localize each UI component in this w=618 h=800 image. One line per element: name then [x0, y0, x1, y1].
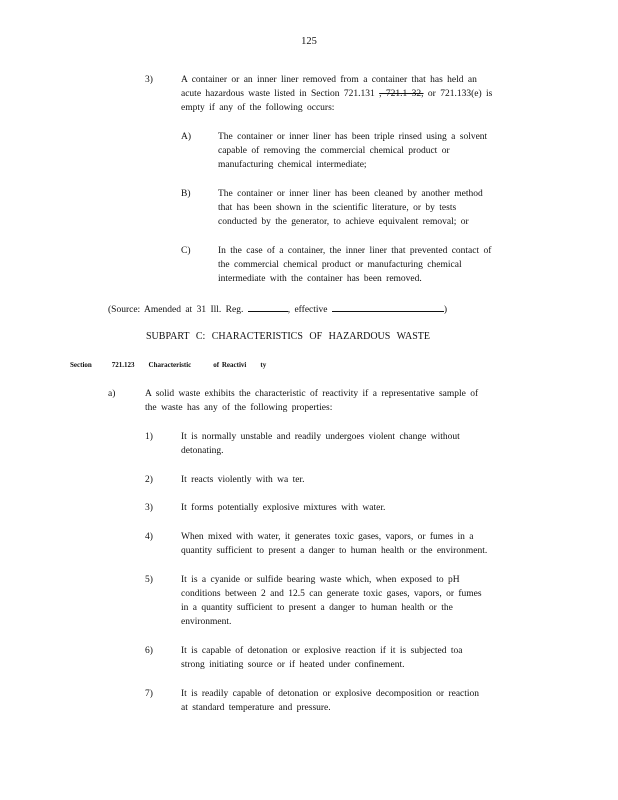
- page-number: 125: [301, 36, 317, 47]
- property-text-line: detonating.: [181, 446, 224, 456]
- property-marker: 6): [145, 646, 153, 656]
- property-text-line: at standard temperature and pressure.: [181, 703, 331, 713]
- section-label: Section: [70, 361, 92, 369]
- struck-text: , 721.1 32,: [379, 89, 424, 99]
- section-number: 721.123: [111, 361, 135, 369]
- property-text-line: conditions between 2 and 12.5 can generate toxic gases, vapors, or fumes: [181, 589, 482, 599]
- section-title-part: ty: [260, 361, 267, 369]
- property-text-line: It reacts violently with wa ter.: [181, 475, 305, 485]
- section-title-part: of Reactivi: [213, 361, 247, 369]
- subitem-text-line: The container or inner liner has been triple rinsed using a solvent: [218, 132, 488, 142]
- property-text-line: It forms potentially explosive mixtures with water.: [181, 503, 386, 513]
- subitem-text-line: In the case of a container, the inner liner that prevented contact of: [218, 246, 492, 256]
- item-marker: 3): [145, 75, 153, 85]
- property-marker: 2): [145, 475, 153, 485]
- subitem-text-line: manufacturing chemical intermediate;: [218, 160, 367, 170]
- item-text-line: A container or an inner liner removed from a container that has held an: [181, 75, 477, 85]
- property-marker: 5): [145, 575, 153, 585]
- item-text-segment: acute hazardous waste listed in Section 721.131: [181, 89, 375, 99]
- property-text-line: It is capable of detonation or explosive reaction if it is subjected toa: [181, 646, 463, 656]
- source-note: (Source: Amended at 31 Ill. Reg. , effective ): [108, 302, 447, 316]
- section-title-part: Characteristic: [148, 361, 192, 369]
- subitem-text-line: the commercial chemical product or manufacturing chemical: [218, 260, 462, 270]
- blank-register-page: [248, 302, 288, 312]
- property-text-line: in a quantity sufficient to present a danger to human health or the: [181, 603, 453, 613]
- source-middle: , effective: [287, 305, 328, 315]
- source-prefix: (Source: Amended at 31 Ill. Reg.: [108, 305, 244, 315]
- subitem-marker: A): [181, 132, 192, 142]
- subitem-text-line: The container or inner liner has been cleaned by another method: [218, 189, 483, 199]
- item-text-line: [181, 88, 492, 100]
- property-text-line: strong initiating source or if heated under confinement.: [181, 660, 405, 670]
- property-text-line: quantity sufficient to present a danger to human health or the environment.: [181, 546, 488, 556]
- subitem-text-line: capable of removing the commercial chemical product or: [218, 146, 450, 156]
- property-text-line: When mixed with water, it generates toxic gases, vapors, or fumes in a: [181, 532, 474, 542]
- property-marker: 7): [145, 689, 153, 699]
- subitem-marker: B): [181, 189, 191, 199]
- item-text-segment: or 721.133(e) is: [423, 89, 493, 99]
- subpart-heading: SUBPART C: CHARACTERISTICS OF HAZARDOUS WASTE: [146, 331, 430, 342]
- paragraph-text-line: A solid waste exhibits the characteristic of reactivity if a representative sample of: [145, 389, 479, 399]
- property-text-line: environment.: [181, 617, 232, 627]
- property-text-line: It is readily capable of detonation or explosive decomposition or reaction: [181, 689, 480, 699]
- property-text-line: It is a cyanide or sulfide bearing waste which, when exposed to pH: [181, 575, 460, 585]
- property-marker: 3): [145, 503, 153, 513]
- property-text-line: It is normally unstable and readily undergoes violent change without: [181, 432, 460, 442]
- item-text-line: empty if any of the following occurs:: [181, 103, 335, 113]
- blank-effective-date: [332, 302, 444, 312]
- subitem-text-line: that has been shown in the scientific literature, or by tests: [218, 203, 457, 213]
- section-heading: [70, 361, 266, 369]
- property-marker: 4): [145, 532, 153, 542]
- paragraph-marker: a): [108, 389, 116, 399]
- subitem-text-line: conducted by the generator, to achieve equivalent removal; or: [218, 217, 469, 227]
- subitem-text-line: intermediate with the container has been removed.: [218, 274, 422, 284]
- subitem-marker: C): [181, 246, 191, 256]
- property-marker: 1): [145, 432, 153, 442]
- paragraph-text-line: the waste has any of the following properties:: [145, 403, 333, 413]
